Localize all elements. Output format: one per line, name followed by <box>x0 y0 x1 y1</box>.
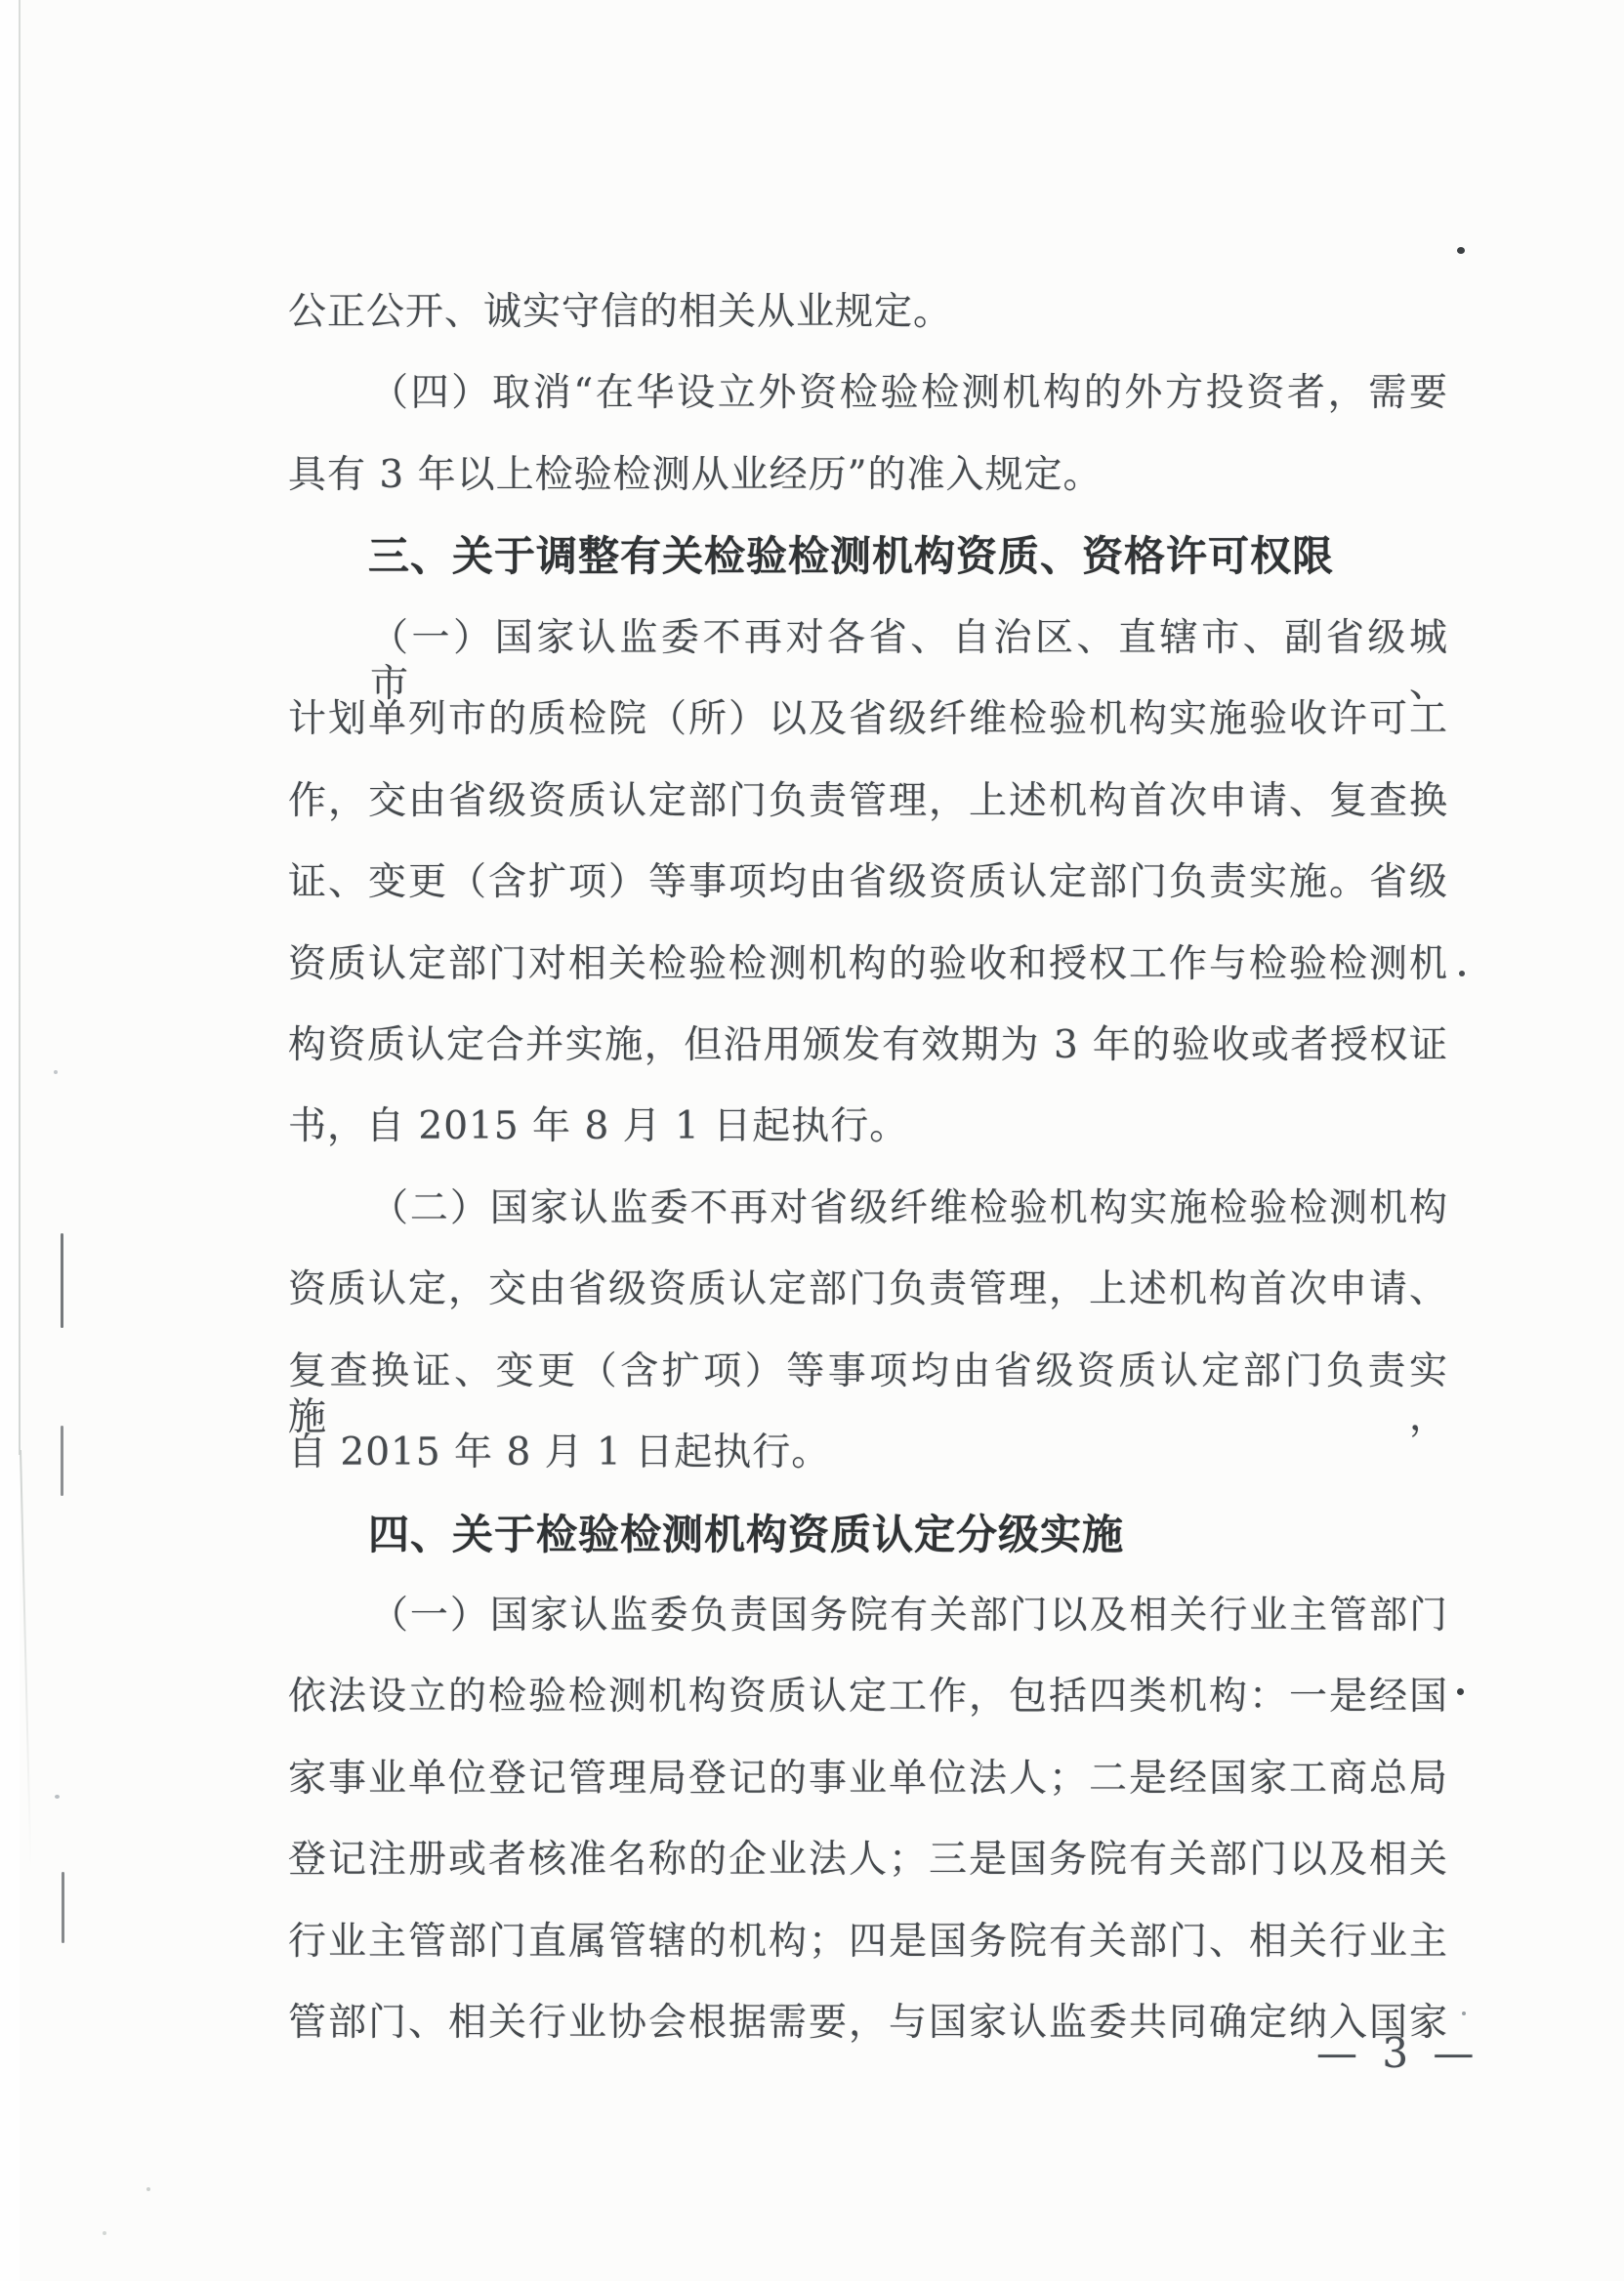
ink-speck <box>103 2231 106 2235</box>
ink-speck <box>1457 1688 1464 1695</box>
body-line: （四）取消“在华设立外资检验检测机构的外方投资者，需要 <box>370 371 1448 416</box>
body-line: 资质认定，交由省级资质认定部门负责管理，上述机构首次申请、 <box>288 1267 1448 1312</box>
body-line: 作，交由省级资质认定部门负责管理，上述机构首次申请、复查换 <box>288 778 1448 823</box>
section-heading-3: 三、关于调整有关检验检测机构资质、资格许可权限 <box>368 532 1335 581</box>
body-line: 管部门、相关行业协会根据需要，与国家认监委共同确定纳入国家 <box>288 2001 1448 2046</box>
ink-speck <box>1462 2011 1466 2015</box>
body-line: 登记注册或者核准名称的企业法人；三是国务院有关部门以及相关 <box>288 1838 1448 1883</box>
body-line: 证、变更（含扩项）等事项均由省级资质认定部门负责实施。省级 <box>288 860 1448 905</box>
ink-speck <box>146 2187 150 2191</box>
section-heading-4: 四、关于检验检测机构资质认定分级实施 <box>368 1510 1125 1558</box>
body-line: 书，自 2015 年 8 月 1 日起执行。 <box>288 1104 909 1149</box>
margin-fold-mark <box>61 1233 63 1328</box>
body-line: 家事业单位登记管理局登记的事业单位法人；二是经国家工商总局 <box>288 1756 1448 1801</box>
page-number: — 3 — <box>1316 2029 1477 2077</box>
margin-fold-mark <box>62 1872 64 1943</box>
body-line: 自 2015 年 8 月 1 日起执行。 <box>288 1431 831 1475</box>
document-text-block <box>288 289 1448 2082</box>
ink-speck <box>1459 971 1465 976</box>
ink-speck <box>1457 247 1465 254</box>
body-line: （一）国家认监委负责国务院有关部门以及相关行业主管部门 <box>370 1594 1448 1638</box>
body-line: 行业主管部门直属管辖的机构；四是国务院有关部门、相关行业主 <box>288 1919 1448 1964</box>
body-line: 公正公开、诚实守信的相关从业规定。 <box>288 290 953 334</box>
ink-speck <box>54 1070 58 1074</box>
body-line: 构资质认定合并实施，但沿用颁发有效期为 3 年的验收或者授权证 <box>288 1022 1448 1067</box>
paper-edge-line-bend <box>20 1450 32 1870</box>
body-line: （二）国家认监委不再对省级纤维检验机构实施检验检测机构 <box>370 1185 1448 1230</box>
margin-fold-mark <box>61 1426 63 1496</box>
body-line: 计划单列市的质检院（所）以及省级纤维检验机构实施验收许可工 <box>288 697 1448 742</box>
body-line: 复查换证、变更（含扩项）等事项均由省级资质认定部门负责实施， <box>288 1348 1448 1439</box>
body-line: 依法设立的检验检测机构资质认定工作，包括四类机构：一是经国 <box>288 1675 1448 1720</box>
paper-edge-line <box>19 0 21 1455</box>
body-line: 具有 3 年以上检验检测从业经历”的准入规定。 <box>288 452 1103 497</box>
ink-speck <box>55 1795 60 1799</box>
body-line: 资质认定部门对相关检验检测机构的验收和授权工作与检验检测机 <box>288 941 1448 986</box>
scan-background-strip <box>0 0 20 2281</box>
body-line: （一）国家认监委不再对各省、自治区、直辖市、副省级城市、 <box>370 615 1448 706</box>
